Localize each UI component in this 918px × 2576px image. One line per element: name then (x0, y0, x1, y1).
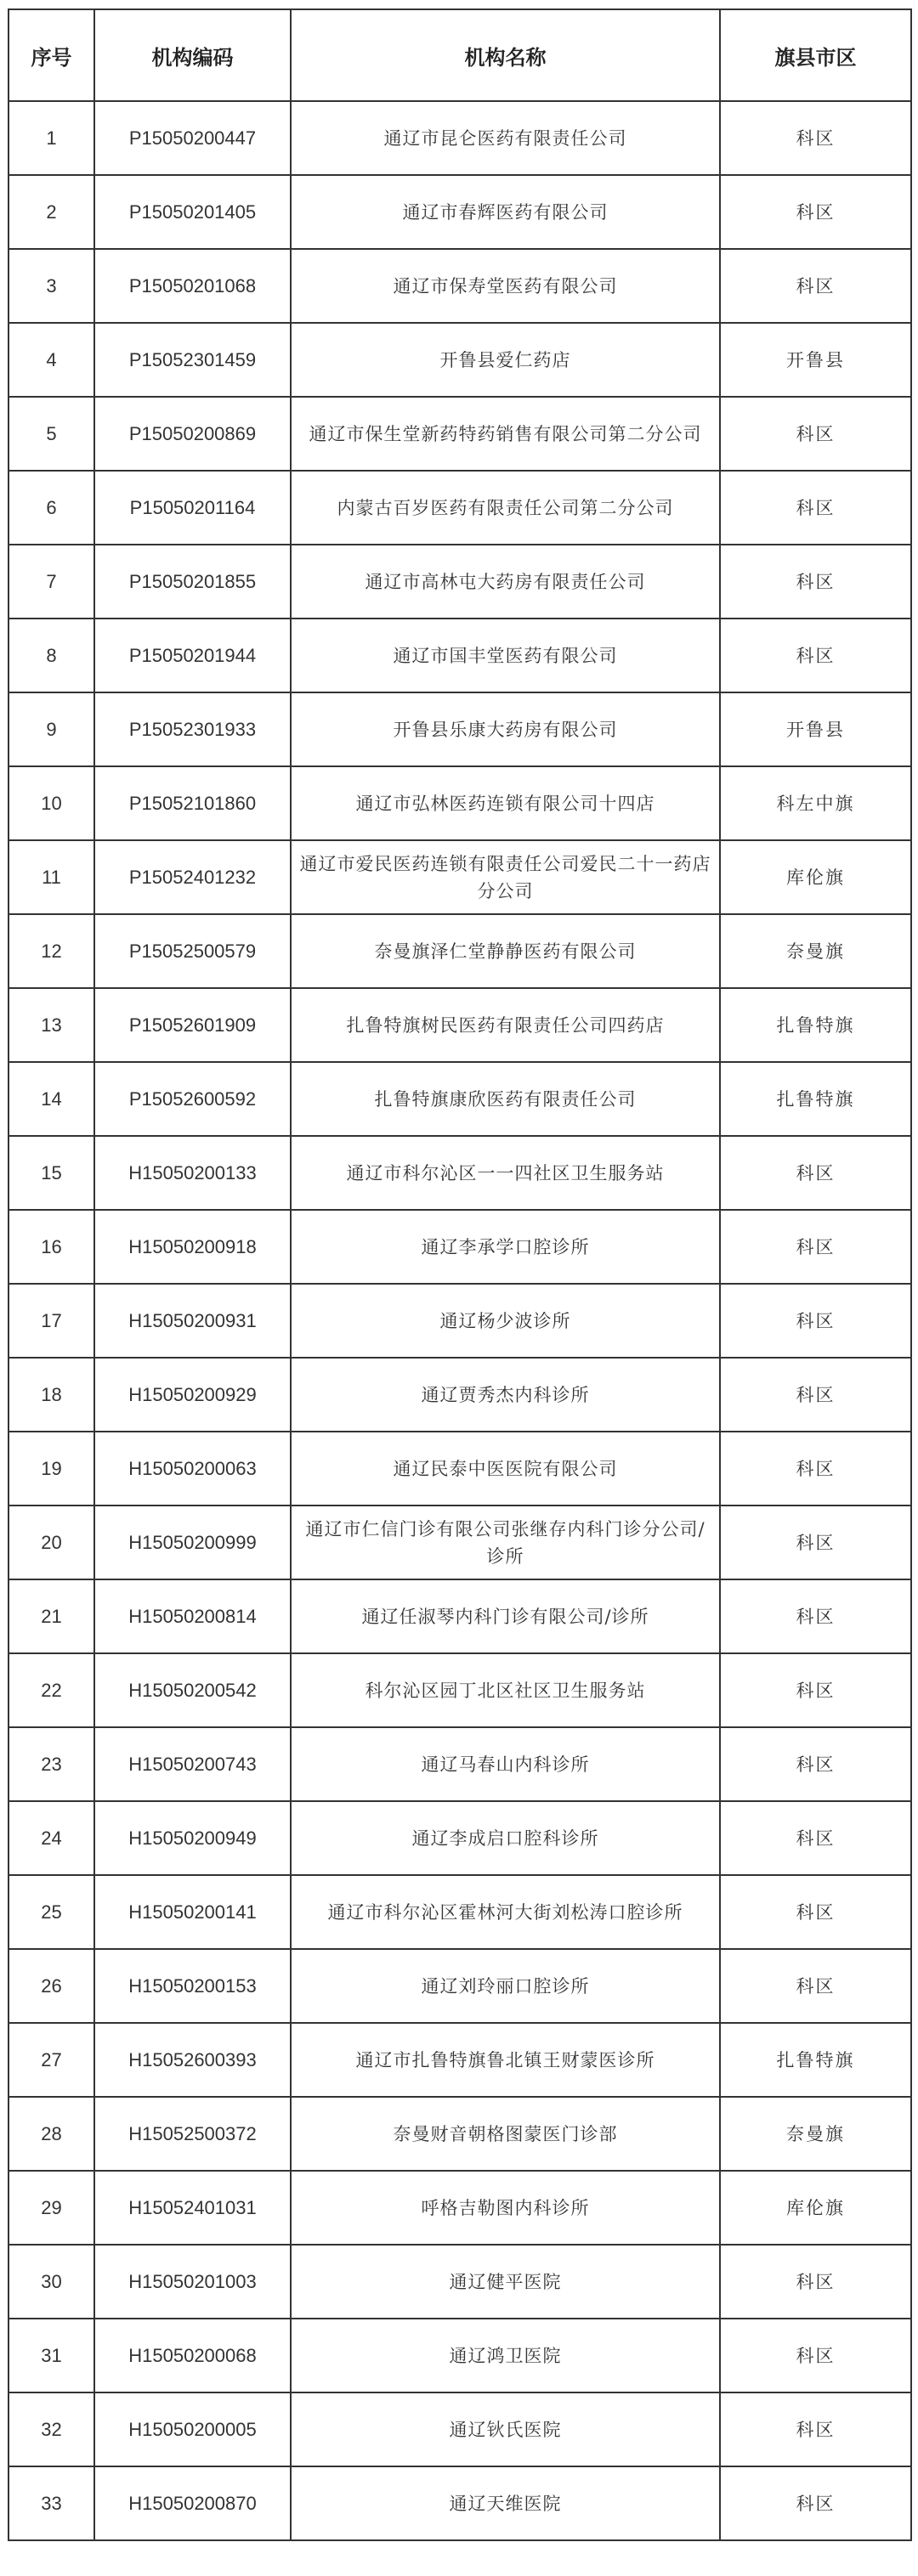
cell-district: 科区 (720, 1727, 911, 1801)
cell-code: P15052601909 (94, 988, 291, 1062)
cell-seq: 8 (8, 619, 94, 692)
cell-name: 通辽李成启口腔科诊所 (291, 1801, 720, 1875)
cell-code: P15052101860 (94, 766, 291, 840)
table-row (8, 1875, 911, 1949)
table-row (8, 323, 911, 397)
cell-seq: 2 (8, 175, 94, 249)
table-row (8, 619, 911, 692)
institution-table-container (8, 8, 910, 2541)
cell-code: H15050200063 (94, 1432, 291, 1505)
cell-code: H15050200068 (94, 2319, 291, 2392)
cell-code: H15050200870 (94, 2466, 291, 2540)
cell-name: 通辽市科尔沁区一一四社区卫生服务站 (291, 1136, 720, 1210)
table-row (8, 2171, 911, 2245)
table-row (8, 2097, 911, 2171)
cell-name: 通辽鸿卫医院 (291, 2319, 720, 2392)
cell-code: P15050200447 (94, 101, 291, 175)
cell-code: H15050200743 (94, 1727, 291, 1801)
header-code: 机构编码 (94, 9, 291, 101)
cell-seq: 9 (8, 692, 94, 766)
cell-name: 奈曼财音朝格图蒙医门诊部 (291, 2097, 720, 2171)
table-header-row (8, 9, 911, 101)
table-row (8, 1358, 911, 1432)
table-row (8, 1653, 911, 1727)
cell-district: 科区 (720, 2392, 911, 2466)
cell-code: P15052401232 (94, 840, 291, 914)
header-name: 机构名称 (291, 9, 720, 101)
table-row (8, 988, 911, 1062)
cell-code: H15050201003 (94, 2245, 291, 2319)
cell-code: H15050200141 (94, 1875, 291, 1949)
cell-code: P15052600592 (94, 1062, 291, 1136)
cell-name: 通辽市保寿堂医药有限公司 (291, 249, 720, 323)
table-row (8, 1801, 911, 1875)
cell-district: 科区 (720, 1210, 911, 1284)
cell-district: 科区 (720, 1653, 911, 1727)
cell-code: P15050201944 (94, 619, 291, 692)
table-row (8, 2319, 911, 2392)
cell-name: 内蒙古百岁医药有限责任公司第二分公司 (291, 471, 720, 545)
cell-seq: 18 (8, 1358, 94, 1432)
cell-seq: 22 (8, 1653, 94, 1727)
cell-code: H15050200542 (94, 1653, 291, 1727)
cell-seq: 23 (8, 1727, 94, 1801)
cell-seq: 31 (8, 2319, 94, 2392)
cell-code: H15052401031 (94, 2171, 291, 2245)
cell-district: 科区 (720, 1136, 911, 1210)
table-row (8, 914, 911, 988)
table-row (8, 2023, 911, 2097)
cell-seq: 19 (8, 1432, 94, 1505)
cell-name: 通辽市爱民医药连锁有限责任公司爱民二十一药店分公司 (291, 840, 720, 914)
cell-district: 扎鲁特旗 (720, 1062, 911, 1136)
cell-seq: 17 (8, 1284, 94, 1358)
cell-code: P15052301933 (94, 692, 291, 766)
cell-seq: 30 (8, 2245, 94, 2319)
cell-seq: 5 (8, 397, 94, 471)
cell-code: P15050201164 (94, 471, 291, 545)
cell-district: 科区 (720, 1801, 911, 1875)
cell-code: H15050200931 (94, 1284, 291, 1358)
cell-code: H15050200999 (94, 1505, 291, 1579)
cell-seq: 4 (8, 323, 94, 397)
cell-seq: 29 (8, 2171, 94, 2245)
cell-seq: 15 (8, 1136, 94, 1210)
cell-seq: 21 (8, 1579, 94, 1653)
table-row (8, 471, 911, 545)
cell-district: 开鲁县 (720, 692, 911, 766)
cell-district: 科区 (720, 249, 911, 323)
cell-seq: 6 (8, 471, 94, 545)
cell-code: H15050200133 (94, 1136, 291, 1210)
cell-name: 通辽健平医院 (291, 2245, 720, 2319)
cell-district: 科区 (720, 1875, 911, 1949)
cell-seq: 3 (8, 249, 94, 323)
cell-code: P15050201855 (94, 545, 291, 619)
cell-name: 奈曼旗泽仁堂静静医药有限公司 (291, 914, 720, 988)
cell-name: 通辽钬氏医院 (291, 2392, 720, 2466)
cell-name: 通辽市保生堂新药特药销售有限公司第二分公司 (291, 397, 720, 471)
cell-name: 开鲁县爱仁药店 (291, 323, 720, 397)
table-row (8, 766, 911, 840)
cell-name: 通辽刘玲丽口腔诊所 (291, 1949, 720, 2023)
cell-district: 科区 (720, 1579, 911, 1653)
cell-seq: 7 (8, 545, 94, 619)
table-row (8, 1579, 911, 1653)
cell-name: 通辽市昆仑医药有限责任公司 (291, 101, 720, 175)
cell-district: 扎鲁特旗 (720, 2023, 911, 2097)
cell-name: 通辽马春山内科诊所 (291, 1727, 720, 1801)
cell-name: 通辽市高林屯大药房有限责任公司 (291, 545, 720, 619)
header-seq: 序号 (8, 9, 94, 101)
institution-table (8, 8, 912, 2541)
table-row (8, 692, 911, 766)
cell-seq: 24 (8, 1801, 94, 1875)
cell-name: 通辽贾秀杰内科诊所 (291, 1358, 720, 1432)
cell-district: 科区 (720, 1284, 911, 1358)
cell-name: 通辽市春辉医药有限公司 (291, 175, 720, 249)
cell-seq: 25 (8, 1875, 94, 1949)
table-row (8, 1284, 911, 1358)
cell-code: H15050200949 (94, 1801, 291, 1875)
table-row (8, 1949, 911, 2023)
cell-district: 科区 (720, 2245, 911, 2319)
cell-code: P15052301459 (94, 323, 291, 397)
cell-district: 科区 (720, 101, 911, 175)
cell-name: 呼格吉勒图内科诊所 (291, 2171, 720, 2245)
cell-district: 扎鲁特旗 (720, 988, 911, 1062)
table-row (8, 249, 911, 323)
cell-seq: 20 (8, 1505, 94, 1579)
cell-code: P15050200869 (94, 397, 291, 471)
cell-name: 通辽民泰中医医院有限公司 (291, 1432, 720, 1505)
cell-district: 科区 (720, 1505, 911, 1579)
cell-name: 扎鲁特旗康欣医药有限责任公司 (291, 1062, 720, 1136)
table-row (8, 1136, 911, 1210)
table-row (8, 545, 911, 619)
cell-name: 通辽市国丰堂医药有限公司 (291, 619, 720, 692)
header-district: 旗县市区 (720, 9, 911, 101)
cell-name: 通辽市仁信门诊有限公司张继存内科门诊分公司/诊所 (291, 1505, 720, 1579)
cell-name: 通辽市扎鲁特旗鲁北镇王财蒙医诊所 (291, 2023, 720, 2097)
table-row (8, 101, 911, 175)
cell-seq: 12 (8, 914, 94, 988)
cell-code: P15052500579 (94, 914, 291, 988)
table-row (8, 1505, 911, 1579)
cell-district: 科区 (720, 397, 911, 471)
table-row (8, 397, 911, 471)
cell-district: 库伦旗 (720, 840, 911, 914)
cell-name: 通辽李承学口腔诊所 (291, 1210, 720, 1284)
cell-code: P15050201405 (94, 175, 291, 249)
cell-code: H15050200005 (94, 2392, 291, 2466)
cell-district: 科区 (720, 1949, 911, 2023)
table-row (8, 1210, 911, 1284)
table-row (8, 1432, 911, 1505)
cell-seq: 1 (8, 101, 94, 175)
cell-name: 开鲁县乐康大药房有限公司 (291, 692, 720, 766)
cell-district: 科区 (720, 175, 911, 249)
cell-seq: 26 (8, 1949, 94, 2023)
cell-code: H15052500372 (94, 2097, 291, 2171)
cell-code: P15050201068 (94, 249, 291, 323)
cell-seq: 33 (8, 2466, 94, 2540)
table-row (8, 1727, 911, 1801)
cell-seq: 10 (8, 766, 94, 840)
cell-district: 科区 (720, 2466, 911, 2540)
table-row (8, 1062, 911, 1136)
cell-name: 通辽市科尔沁区霍林河大街刘松涛口腔诊所 (291, 1875, 720, 1949)
cell-district: 科区 (720, 2319, 911, 2392)
cell-district: 开鲁县 (720, 323, 911, 397)
cell-seq: 13 (8, 988, 94, 1062)
cell-name: 通辽任淑琴内科门诊有限公司/诊所 (291, 1579, 720, 1653)
cell-code: H15050200153 (94, 1949, 291, 2023)
cell-name: 扎鲁特旗树民医药有限责任公司四药店 (291, 988, 720, 1062)
cell-code: H15050200814 (94, 1579, 291, 1653)
cell-district: 科区 (720, 1358, 911, 1432)
cell-district: 科区 (720, 545, 911, 619)
cell-district: 科左中旗 (720, 766, 911, 840)
cell-district: 奈曼旗 (720, 2097, 911, 2171)
cell-district: 库伦旗 (720, 2171, 911, 2245)
table-row (8, 2466, 911, 2540)
table-body (8, 101, 911, 2540)
cell-name: 通辽天维医院 (291, 2466, 720, 2540)
cell-code: H15050200929 (94, 1358, 291, 1432)
cell-seq: 16 (8, 1210, 94, 1284)
cell-seq: 11 (8, 840, 94, 914)
cell-seq: 32 (8, 2392, 94, 2466)
cell-name: 通辽市弘林医药连锁有限公司十四店 (291, 766, 720, 840)
cell-seq: 28 (8, 2097, 94, 2171)
table-row (8, 175, 911, 249)
cell-district: 科区 (720, 471, 911, 545)
cell-code: H15050200918 (94, 1210, 291, 1284)
cell-seq: 27 (8, 2023, 94, 2097)
cell-district: 科区 (720, 619, 911, 692)
cell-name: 通辽杨少波诊所 (291, 1284, 720, 1358)
cell-district: 奈曼旗 (720, 914, 911, 988)
table-row (8, 2245, 911, 2319)
table-row (8, 2392, 911, 2466)
table-row (8, 840, 911, 914)
cell-name: 科尔沁区园丁北区社区卫生服务站 (291, 1653, 720, 1727)
cell-district: 科区 (720, 1432, 911, 1505)
cell-code: H15052600393 (94, 2023, 291, 2097)
cell-seq: 14 (8, 1062, 94, 1136)
